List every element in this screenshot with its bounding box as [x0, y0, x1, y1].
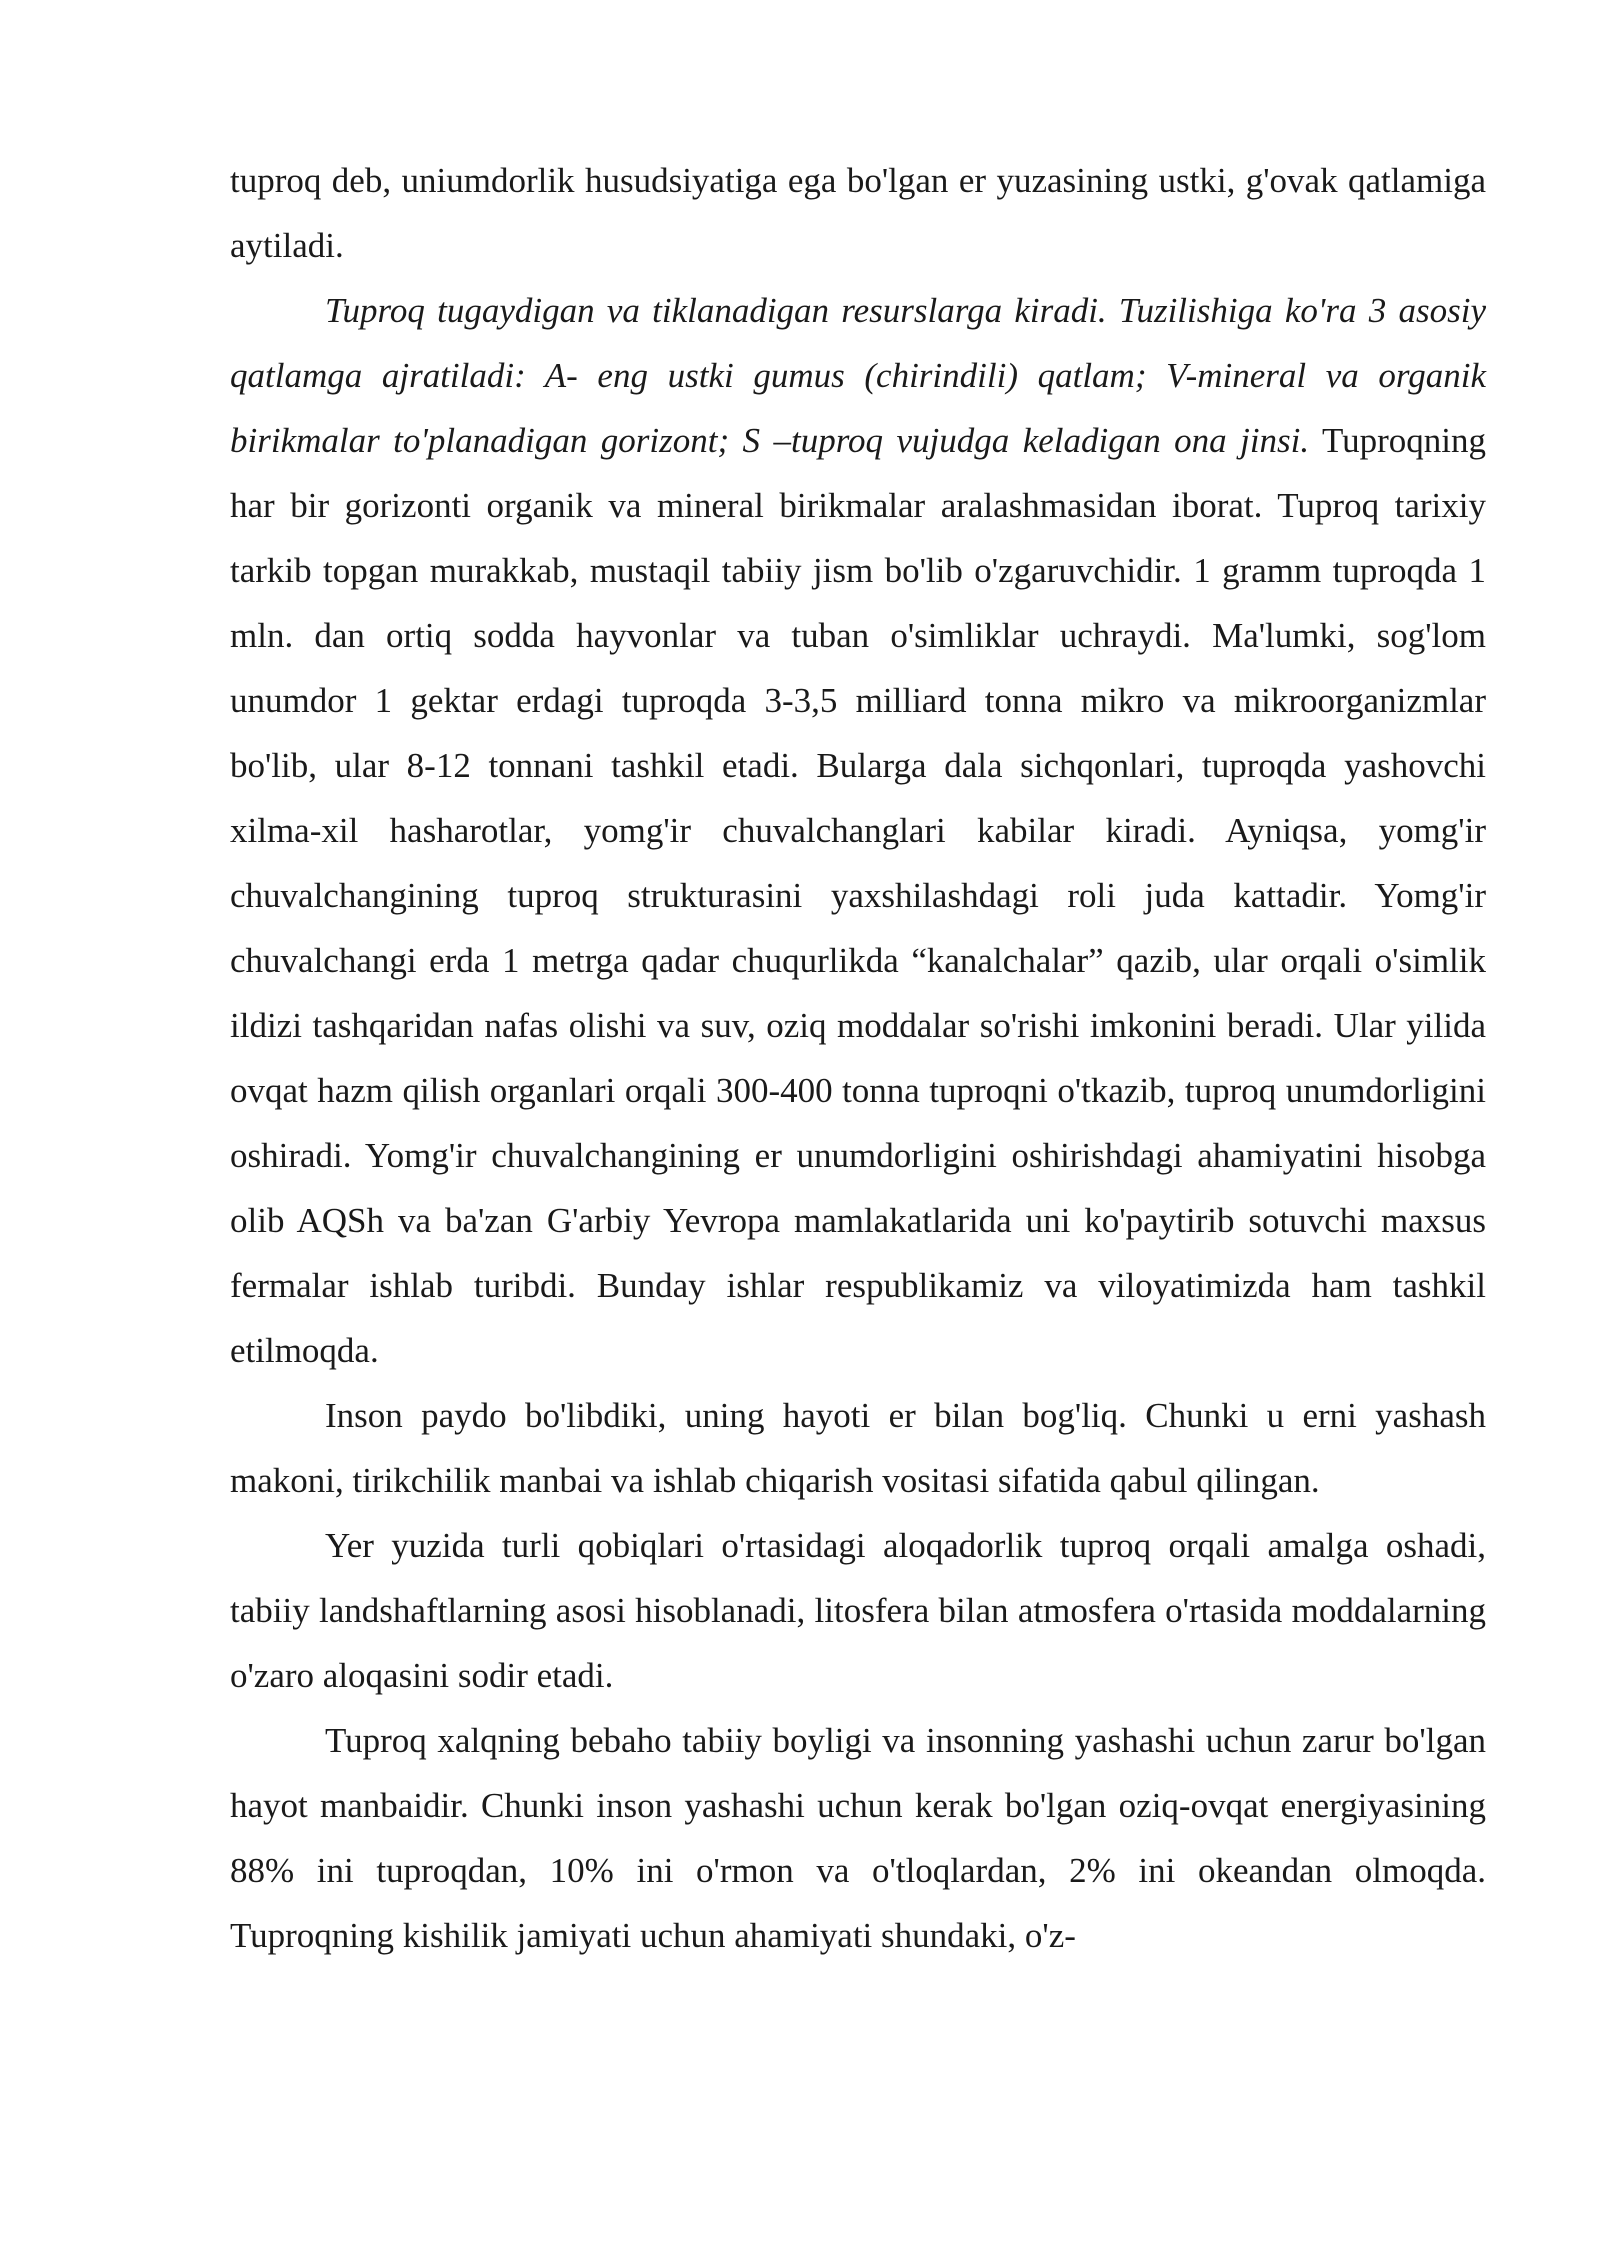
paragraph-4 [230, 1513, 1486, 1708]
document-page [230, 148, 1486, 1968]
paragraph-2-italic-text: Tuproq tugaydigan va tiklanadigan resurslarga kiradi. Tuzilishiga ko'ra 3 asosiy qatlamga ajratiladi: A- eng ustki gumus (chirindili) qatlam; V-mineral va organik birikmalar to'planadigan gorizont; S –tuproq vujudga keladigan ona jinsi. [230, 291, 1486, 460]
paragraph-3-text: Inson paydo bo'libdiki, uning hayoti er bilan bog'liq. Chunki u erni yashash makoni, tirikchilik manbai va ishlab chiqarish vositasi sifatida qabul qilingan. [230, 1396, 1486, 1500]
paragraph-2 [230, 278, 1486, 1383]
paragraph-5 [230, 1708, 1486, 1968]
paragraph-5-text: Tuproq xalqning bebaho tabiiy boyligi va insonning yashashi uchun zarur bo'lgan hayot manbaidir. Chunki inson yashashi uchun kerak bo'lgan oziq-ovqat energiyasining 88% ini tuproqdan, 10% ini o'rmon va o'tloqlardan, 2% ini okeandan olmoqda. Tuproqning kishilik jamiyati uchun ahamiyati shundaki, o'z- [230, 1721, 1486, 1955]
paragraph-1-text: tuproq deb, uniumdorlik husudsiyatiga ega bo'lgan er yuzasining ustki, g'ovak qatlamiga aytiladi. [230, 161, 1486, 265]
paragraph-3 [230, 1383, 1486, 1513]
paragraph-1 [230, 148, 1486, 278]
paragraph-2-text: Tuproqning har bir gorizonti organik va mineral birikmalar aralashmasidan iborat. Tuproq tarixiy tarkib topgan murakkab, mustaqil tabiiy jism bo'lib o'zgaruvchidir. 1 gramm tuproqda 1 mln. dan ortiq sodda hayvonlar va tuban o'simliklar uchraydi. Ma'lumki, sog'lom unumdor 1 gektar erdagi tuproqda 3-3,5 milliard tonna mikro va mikroorganizmlar bo'lib, ular 8-12 tonnani tashkil etadi. Bularga dala sichqonlari, tuproqda yashovchi xilma-xil hasharotlar, yomg'ir chuvalchanglari kabilar kiradi. Ayniqsa, yomg'ir chuvalchangining tuproq strukturasini yaxshilashdagi roli juda kattadir. Yomg'ir chuvalchangi erda 1 metrga qadar chuqurlikda “kanalchalar” qazib, ular orqali o'simlik ildizi tashqaridan nafas olishi va suv, oziq moddalar so'rishi imkonini beradi. Ular yilida ovqat hazm qilish organlari orqali 300-400 tonna tuproqni o'tkazib, tuproq unumdorligini oshiradi. Yomg'ir chuvalchangining er unumdorligini oshirishdagi ahamiyatini hisobga olib AQSh va ba'zan G'arbiy Yevropa mamlakatlarida uni ko'paytirib sotuvchi maxsus fermalar ishlab turibdi. Bunday ishlar respublikamiz va viloyatimizda ham tashkil etilmoqda. [230, 421, 1486, 1370]
paragraph-4-text: Yer yuzida turli qobiqlari o'rtasidagi aloqadorlik tuproq orqali amalga oshadi, tabiiy landshaftlarning asosi hisoblanadi, litosfera bilan atmosfera o'rtasida moddalarning o'zaro aloqasini sodir etadi. [230, 1526, 1486, 1695]
